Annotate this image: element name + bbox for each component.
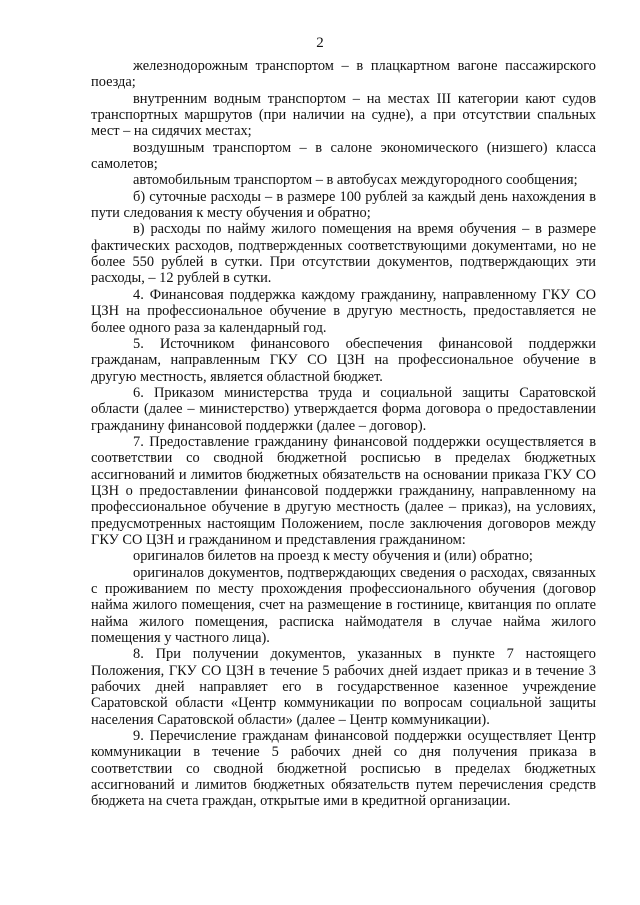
paragraph-housing-expenses: в) расходы по найму жилого помещения на время обучения – в размере фактических расходов, подтвержденных соответствующими документами, но не более 550 рублей в сутки. При отсутствии документов, подтверждающих эти расходы, – 12 рублей в сутки. xyxy=(91,221,596,287)
document-body xyxy=(91,58,596,810)
page-number: 2 xyxy=(316,35,324,51)
paragraph-item-9: 9. Перечисление гражданам финансовой поддержки осуществляет Центр коммуникации в течение 5 рабочих дней со дня получения приказа в соответствии со сводной бюджетной росписью в пределах бюджетных ассигнований и лимитов бюджетных обязательств путем перечисления средств бюджета на счета граждан, открытые ими в кредитной организации. xyxy=(91,728,596,810)
paragraph-water-transport: внутренним водным транспортом – на местах III категории кают судов транспортных маршрутов (при наличии на судне), а при отсутствии спальных мест – на сидячих местах; xyxy=(91,90,596,140)
paragraph-housing-documents: оригиналов документов, подтверждающих сведения о расходах, связанных с проживанием по месту прохождения профессионального обучения (договор найма жилого помещения, счет на размещение в гостинице, квитанция по оплате найма жилого помещения, расписка наймодателя в случае найма жилого помещения у частного лица). xyxy=(91,564,596,647)
paragraph-item-4: 4. Финансовая поддержка каждому гражданину, направленному ГКУ СО ЦЗН на профессиональное обучение в другую местность, предоставляется не более одного раза за календарный год. xyxy=(91,286,596,336)
paragraph-item-6: 6. Приказом министерства труда и социальной защиты Саратовской области (далее – министерство) утверждается форма договора о предоставлении гражданину финансовой поддержки (далее – договор). xyxy=(91,384,596,434)
paragraph-item-7: 7. Предоставление гражданину финансовой поддержки осуществляется в соответствии со сводной бюджетной росписью в пределах бюджетных ассигнований и лимитов бюджетных обязательств на основании приказа ГКУ СО ЦЗН о предоставлении финансовой поддержки гражданину, направленному на профессиональное обучение в другую местность (далее – приказ), на условиях, предусмотренных настоящим Положением, после заключения договоров между ГКУ СО ЦЗН и гражданином и представления гражданином: xyxy=(91,433,596,548)
paragraph-road-transport: автомобильным транспортом – в автобусах междугородного сообщения; xyxy=(133,172,578,189)
paragraph-rail-transport: железнодорожным транспортом – в плацкартном вагоне пассажирского поезда; xyxy=(91,58,596,91)
paragraph-item-8: 8. При получении документов, указанных в пункте 7 настоящего Положения, ГКУ СО ЦЗН в течение 5 рабочих дней издает приказ и в течение 3 рабочих дней направляет его в государственное казенное учреждение Саратовской области «Центр коммуникации по вопросам социальной защиты населения Саратовской области» (далее – Центр коммуникации). xyxy=(91,646,596,728)
paragraph-item-5: 5. Источником финансового обеспечения финансовой поддержки гражданам, направленным ГКУ СО ЦЗН на профессиональное обучение в другую местность, является областной бюджет. xyxy=(91,335,596,385)
paragraph-tickets: оригиналов билетов на проезд к месту обучения и (или) обратно; xyxy=(133,548,533,565)
paragraph-daily-expenses: б) суточные расходы – в размере 100 рублей за каждый день нахождения в пути следования к месту обучения и обратно; xyxy=(91,188,596,222)
paragraph-air-transport: воздушным транспортом – в салоне экономического (низшего) класса самолетов; xyxy=(91,139,596,173)
